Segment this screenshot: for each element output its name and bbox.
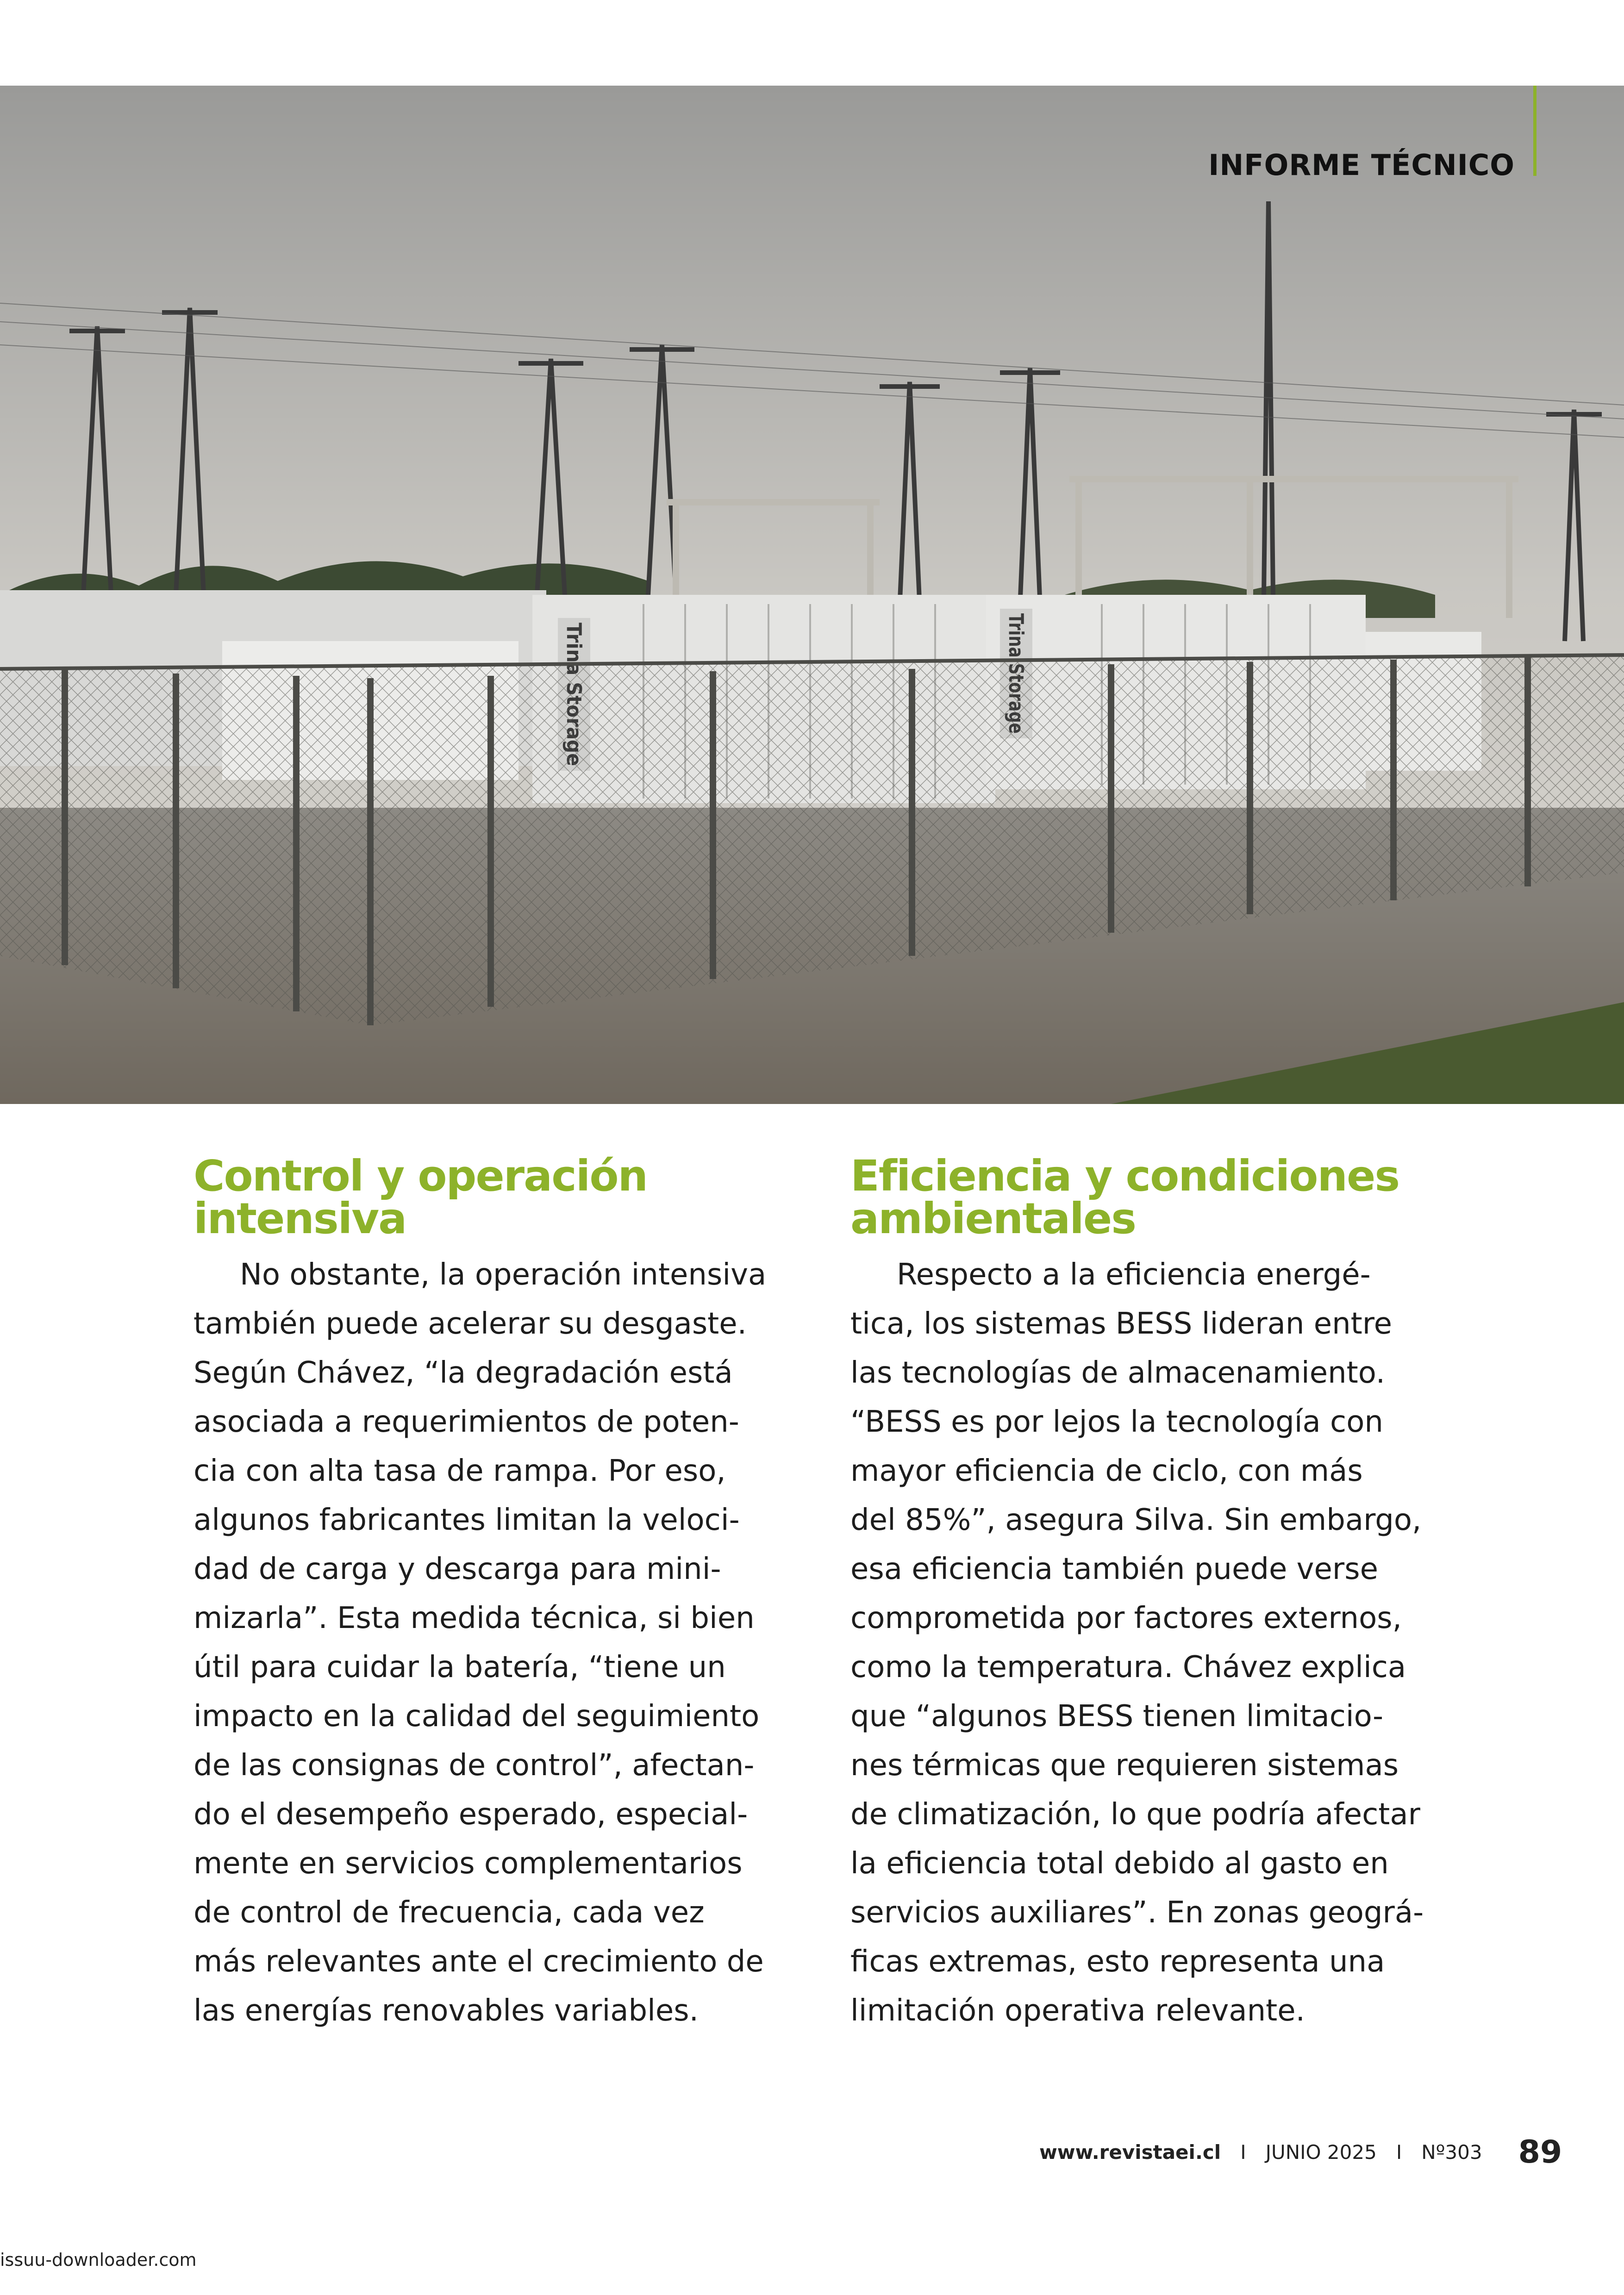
text-line: algunos fabricantes limitan la veloci- [194, 1503, 740, 1537]
text-line: dad de carga y descarga para mini- [194, 1552, 721, 1586]
text-line: nes térmicas que requieren sistemas [850, 1748, 1399, 1783]
text-line: del 85%”, asegura Silva. Sin embargo, [850, 1503, 1422, 1537]
text-line: asociada a requerimientos de poten- [194, 1405, 739, 1439]
separator: I [1240, 2141, 1246, 2164]
text-line: “BESS es por lejos la tecnología con [850, 1405, 1383, 1439]
text-line: útil para cuidar la batería, “tiene un [194, 1650, 726, 1684]
body-text [850, 1250, 1480, 2035]
article-column-left [194, 1151, 823, 2035]
text-line: comprometida por factores externos, [850, 1601, 1402, 1635]
section-heading [850, 1151, 1480, 1243]
text-line: que “algunos BESS tienen limitacio- [850, 1699, 1384, 1734]
section-accent-bar [1533, 86, 1537, 176]
issue-date: JUNIO 2025 [1265, 2141, 1377, 2164]
text-line: de climatización, lo que podría afectar [850, 1797, 1420, 1832]
text-line: tica, los sistemas BESS lideran entre [850, 1307, 1393, 1341]
text-line: No obstante, la operación intensiva [240, 1258, 767, 1292]
text-line: limitación operativa relevante. [850, 1994, 1305, 2028]
text-line: la eficiencia total debido al gasto en [850, 1846, 1389, 1881]
text-line: servicios auxiliares”. En zonas geográ- [850, 1896, 1424, 1930]
text-line: también puede acelerar su desgaste. [194, 1307, 747, 1341]
text-line: do el desempeño esperado, especial- [194, 1797, 748, 1832]
heading-line: ambientales [850, 1194, 1136, 1243]
text-line: cia con alta tasa de rampa. Por eso, [194, 1454, 726, 1488]
text-line: esa eficiencia también puede verse [850, 1552, 1378, 1586]
text-line: mente en servicios complementarios [194, 1846, 743, 1881]
page-footer [1039, 2134, 1562, 2170]
heading-line: Eficiencia y condiciones [850, 1151, 1399, 1201]
bess-plant-photo [0, 86, 1624, 1104]
page-number: 89 [1518, 2134, 1562, 2170]
issue-number: Nº303 [1421, 2141, 1482, 2164]
text-line: las tecnologías de almacenamiento. [850, 1356, 1386, 1390]
text-line: más relevantes ante el crecimiento de [194, 1945, 764, 1979]
text-line: mayor eficiencia de ciclo, con más [850, 1454, 1363, 1488]
heading-line: Control y operación [194, 1151, 648, 1201]
watermark: issuu-downloader.com [0, 2250, 197, 2270]
body-text [194, 1250, 823, 2035]
text-line: Según Chávez, “la degradación está [194, 1356, 733, 1390]
text-line: Respecto a la eficiencia energé- [897, 1258, 1371, 1292]
section-heading [194, 1151, 823, 1243]
website-link[interactable]: www.revistaei.cl [1039, 2141, 1221, 2164]
article-column-right [850, 1151, 1480, 2035]
text-line: de control de frecuencia, cada vez [194, 1896, 705, 1930]
text-line: ficas extremas, esto representa una [850, 1945, 1385, 1979]
text-line: como la temperatura. Chávez explica [850, 1650, 1406, 1684]
text-line: de las consignas de control”, afectan- [194, 1748, 755, 1783]
text-line: impacto en la calidad del seguimiento [194, 1699, 760, 1734]
separator: I [1396, 2141, 1402, 2164]
heading-line: intensiva [194, 1194, 406, 1243]
text-line: mizarla”. Esta medida técnica, si bien [194, 1601, 755, 1635]
text-line: las energías renovables variables. [194, 1994, 699, 2028]
section-label: INFORME TÉCNICO [1208, 148, 1515, 182]
